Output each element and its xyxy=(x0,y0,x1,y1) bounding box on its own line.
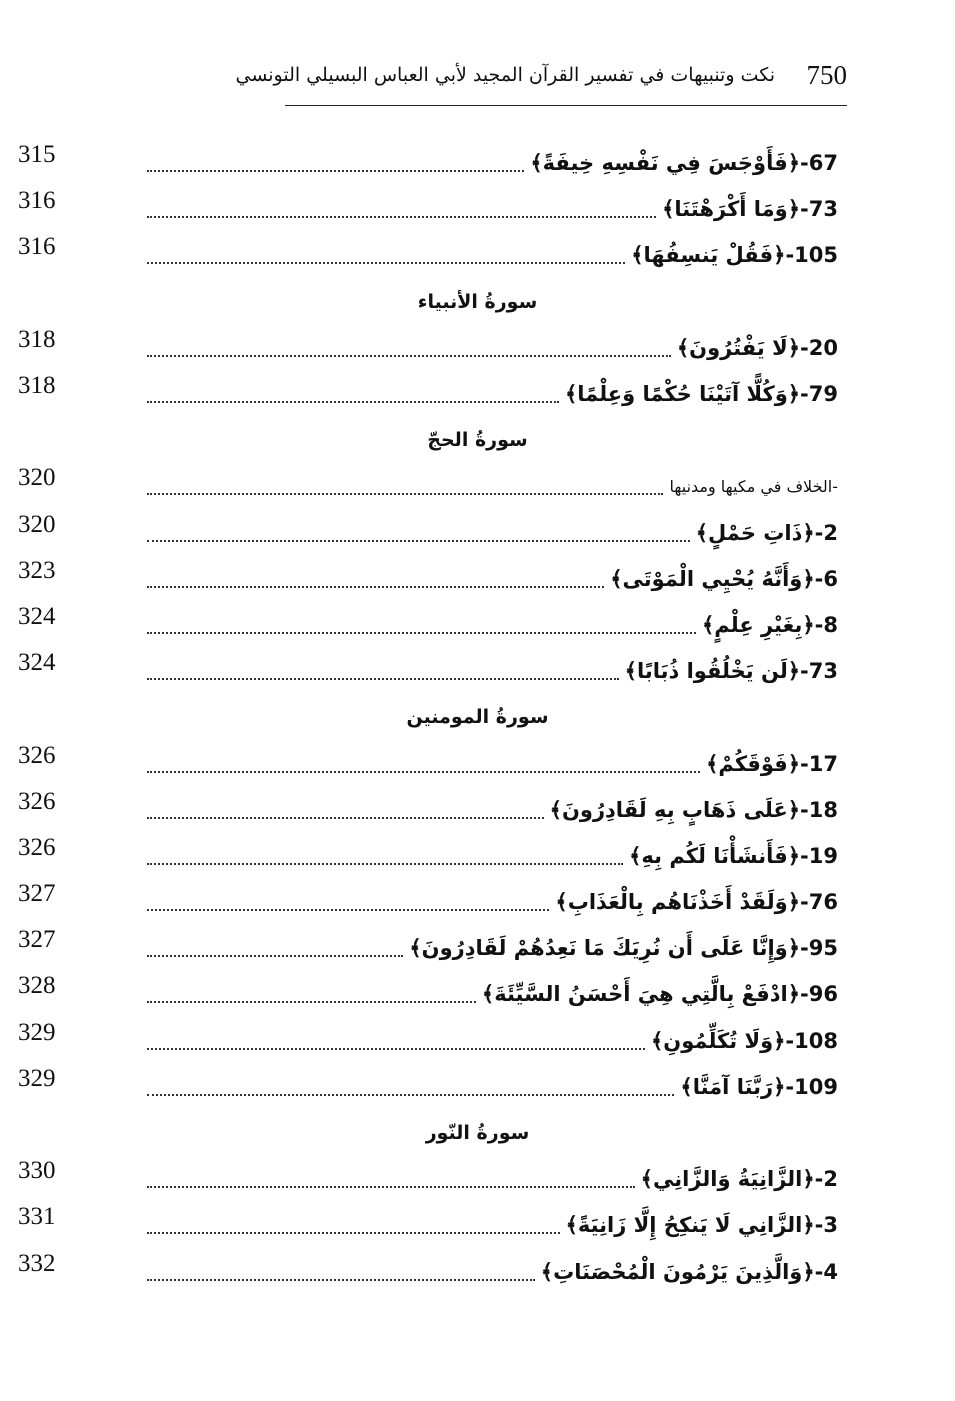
dot-leader xyxy=(147,335,671,357)
toc-page-number: 330 xyxy=(18,1157,56,1185)
toc-entry-text: 109-﴿رَبَّنَا آمَنَّا﴾ xyxy=(680,1074,838,1099)
toc-page-number: 324 xyxy=(18,602,56,630)
toc-entry-row[interactable] xyxy=(0,232,955,278)
toc-entry-text: 95-﴿وَإِنَّا عَلَى أَن نُرِيَكَ مَا نَعِدُهُمْ لَقَادِرُونَ﴾ xyxy=(409,936,838,961)
toc-entry-text: 8-﴿بِغَيْرِ عِلْمٍ﴾ xyxy=(701,612,838,637)
dot-leader xyxy=(147,242,625,264)
dot-leader xyxy=(147,1166,635,1188)
toc-page-number: 316 xyxy=(18,187,56,215)
toc-entry-row[interactable] xyxy=(0,1156,955,1202)
dot-leader xyxy=(147,150,524,172)
toc-page-number: 318 xyxy=(18,372,56,400)
dot-leader xyxy=(147,1028,645,1050)
toc-entry-row[interactable] xyxy=(0,1064,955,1110)
dot-leader xyxy=(147,797,544,819)
dot-leader xyxy=(147,473,663,495)
toc-entry-text: 4-﴿وَالَّذِينَ يَرْمُونَ الْمُحْصَنَاتِ﴾ xyxy=(540,1259,838,1284)
toc-page-number: 320 xyxy=(18,510,56,538)
toc-entry-row[interactable] xyxy=(0,371,955,417)
toc-entry-row[interactable] xyxy=(0,186,955,232)
toc-page-number: 328 xyxy=(18,972,56,1000)
surah-heading: سورةُ الحجّ xyxy=(427,429,528,452)
toc-entry-row[interactable] xyxy=(0,325,955,371)
dot-leader xyxy=(147,520,690,542)
dot-leader xyxy=(147,889,549,911)
toc-entry-row[interactable] xyxy=(0,1249,955,1295)
toc-entry-text: 2-﴿الزَّانِيَةُ وَالزَّانِي﴾ xyxy=(640,1167,838,1192)
toc-entry-row[interactable] xyxy=(0,463,955,509)
header-rule xyxy=(285,105,847,106)
surah-heading: سورةُ النّور xyxy=(425,1121,530,1144)
toc-entry-text: 73-﴿وَمَا أَكْرَهْتَنَا﴾ xyxy=(662,197,838,222)
toc-entry-row[interactable] xyxy=(0,925,955,971)
running-title: نكت وتنبيهات في تفسير القرآن المجيد لأبي العباس البسيلي التونسي xyxy=(235,64,775,86)
dot-leader xyxy=(147,843,623,865)
toc-entry-row[interactable] xyxy=(0,510,955,556)
toc-page-number: 327 xyxy=(18,880,56,908)
surah-heading: سورةُ المومنين xyxy=(406,706,549,729)
dot-leader xyxy=(147,1074,674,1096)
dot-leader xyxy=(147,1212,560,1234)
table-of-contents xyxy=(0,140,955,1295)
toc-entry-row[interactable] xyxy=(0,971,955,1017)
toc-entry-text: 108-﴿وَلَا تُكَلِّمُونِ﴾ xyxy=(650,1028,838,1053)
toc-page-number: 329 xyxy=(18,1064,56,1092)
dot-leader xyxy=(147,566,604,588)
toc-entry-row[interactable] xyxy=(0,556,955,602)
toc-entry-text: 73-﴿لَن يَخْلُقُوا ذُبَابًا﴾ xyxy=(624,659,838,684)
toc-entry-text: 17-﴿فَوْقَكُمْ﴾ xyxy=(706,751,838,776)
dot-leader xyxy=(147,981,476,1003)
toc-entry-text: 2-﴿ذَاتِ حَمْلٍ﴾ xyxy=(695,520,838,545)
page-number: 750 xyxy=(806,60,847,90)
surah-heading: سورةُ الأنبياء xyxy=(417,290,538,313)
toc-entry-row[interactable] xyxy=(0,787,955,833)
toc-page-number: 323 xyxy=(18,556,56,584)
toc-entry-row[interactable] xyxy=(0,879,955,925)
toc-page-number: 332 xyxy=(18,1249,56,1277)
toc-entry-text: 20-﴿لَا يَفْتُرُونَ﴾ xyxy=(676,335,838,360)
toc-entry-text: 19-﴿فَأَنشَأْنَا لَكُم بِهِ﴾ xyxy=(629,843,838,868)
toc-entry-text: 67-﴿فَأَوْجَسَ فِي نَفْسِهِ خِيفَةً﴾ xyxy=(530,151,838,176)
toc-page-number: 326 xyxy=(18,787,56,815)
toc-page-number: 331 xyxy=(18,1203,56,1231)
toc-entry-text: 96-﴿ادْفَعْ بِالَّتِي هِيَ أَحْسَنُ السَّيِّئَةَ﴾ xyxy=(481,982,838,1007)
toc-entry-text: 3-﴿الزَّانِي لَا يَنكِحُ إِلَّا زَانِيَةً﴾ xyxy=(565,1213,838,1238)
toc-entry-row[interactable] xyxy=(0,602,955,648)
dot-leader xyxy=(147,381,559,403)
toc-entry-text: -الخلاف في مكيها ومدنيها xyxy=(669,476,838,496)
toc-page-number: 326 xyxy=(18,833,56,861)
toc-entry-row[interactable] xyxy=(0,140,955,186)
toc-page-number: 324 xyxy=(18,649,56,677)
toc-entry-row[interactable] xyxy=(0,740,955,786)
toc-page-number: 327 xyxy=(18,926,56,954)
toc-entry-row[interactable] xyxy=(0,1202,955,1248)
toc-page-number: 316 xyxy=(18,233,56,261)
dot-leader xyxy=(147,935,403,957)
toc-entry-text: 18-﴿عَلَى ذَهَابٍ بِهِ لَقَادِرُونَ﴾ xyxy=(549,797,838,822)
dot-leader xyxy=(147,658,619,680)
toc-page-number: 326 xyxy=(18,741,56,769)
dot-leader xyxy=(147,612,696,634)
dot-leader xyxy=(147,751,700,773)
toc-entry-row[interactable] xyxy=(0,1018,955,1064)
page-header xyxy=(235,58,847,106)
toc-page-number: 318 xyxy=(18,325,56,353)
toc-entry-row[interactable] xyxy=(0,833,955,879)
toc-page-number: 329 xyxy=(18,1018,56,1046)
toc-page-number: 320 xyxy=(18,464,56,492)
toc-entry-text: 76-﴿وَلَقَدْ أَخَذْنَاهُم بِالْعَذَابِ﴾ xyxy=(555,890,838,915)
toc-entry-row[interactable] xyxy=(0,648,955,694)
dot-leader xyxy=(147,1259,535,1281)
toc-page-number: 315 xyxy=(18,141,56,169)
toc-entry-text: 79-﴿وَكُلًّا آتَيْنَا حُكْمًا وَعِلْمًا﴾ xyxy=(564,382,838,407)
toc-entry-text: 105-﴿فَقُلْ يَنسِفُهَا﴾ xyxy=(631,243,838,268)
dot-leader xyxy=(147,196,656,218)
toc-entry-text: 6-﴿وَأَنَّهُ يُحْيِي الْمَوْتَى﴾ xyxy=(610,566,838,591)
